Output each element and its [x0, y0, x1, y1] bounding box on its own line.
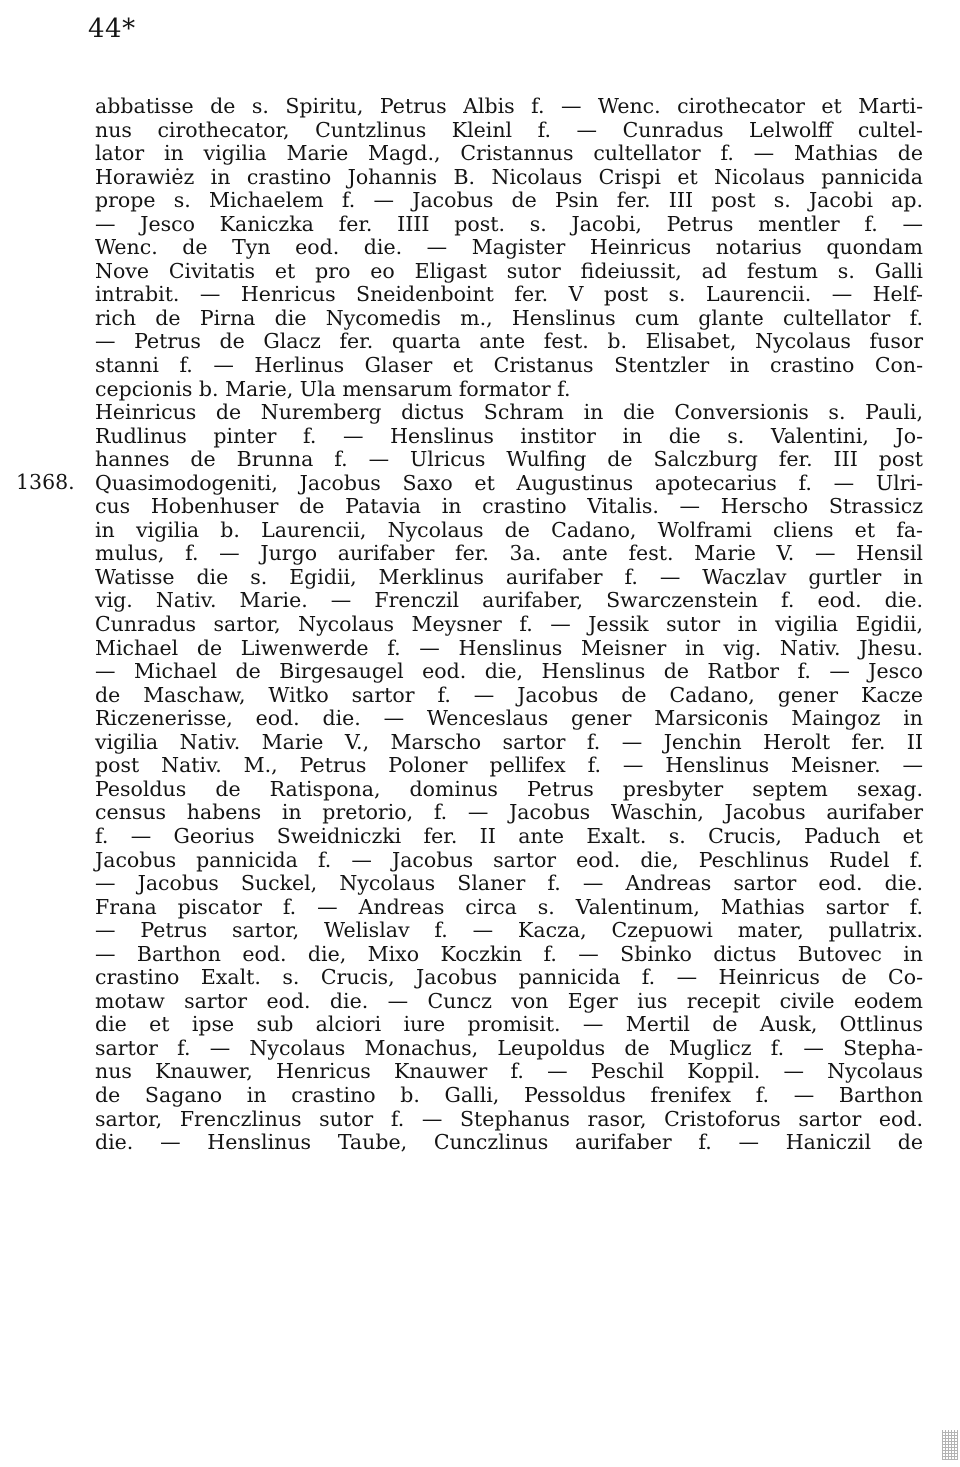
text-line: de Sagano in crastino b. Galli, Pessoldus frenifex f. — Barthon [95, 1082, 923, 1107]
text-line: — Barthon eod. die, Mixo Koczkin f. — Sbinko dictus Butovec in [95, 941, 923, 966]
text-line: Nove Civitatis et pro eo Eligast sutor fideiussit, ad festum s. Galli [95, 258, 923, 283]
text-line: Jacobus pannicida f. — Jacobus sartor eod. die, Peschlinus Rudel f. [95, 847, 923, 872]
text-line: — Michael de Birgesaugel eod. die, Henslinus de Ratbor f. — Jesco [95, 659, 923, 684]
text-line: prope s. Michaelem f. — Jacobus de Psin fer. III post s. Jacobi ap. [95, 188, 923, 213]
text-line: Horawiėz in crastino Johannis B. Nicolaus Crispi et Nicolaus pannicida [95, 164, 923, 189]
text-line: — Petrus de Glacz fer. quarta ante fest. b. Elisabet, Nycolaus fusor [95, 329, 923, 354]
text-line: intrabit. — Henricus Sneidenboint fer. V post s. Laurencii. — Helf- [95, 282, 923, 307]
text-line: Heinricus de Nuremberg dictus Schram in die Conversionis s. Pauli, [95, 400, 923, 425]
text-line: mulus, f. — Jurgo aurifaber fer. 3a. ante fest. Marie V. — Hensil [95, 541, 923, 566]
text-line: vig. Nativ. Marie. — Frenczil aurifaber, Swarczenstein f. eod. die. [95, 588, 923, 613]
text-line: — Petrus sartor, Welislav f. — Kacza, Czepuowi mater, pullatrix. [95, 918, 923, 943]
text-line: Rudlinus pinter f. — Henslinus institor in die s. Valentini, Jo- [95, 423, 923, 448]
text-line: post Nativ. M., Petrus Poloner pellifex f. — Henslinus Meisner. — [95, 753, 923, 778]
text-line: lator in vigilia Marie Magd., Cristannus cultellator f. — Mathias de [95, 141, 923, 166]
body-text [95, 95, 923, 1155]
text-line: Pesoldus de Ratispona, dominus Petrus presbyter septem sexag. [95, 776, 923, 801]
text-line: sartor, Frenczlinus sutor f. — Stephanus rasor, Cristoforus sartor eod. [95, 1106, 923, 1131]
text-line: hannes de Brunna f. — Ulricus Wulfing de Salczburg fer. III post [95, 447, 923, 472]
text-line: die et ipse sub alciori iure promisit. — Mertil de Ausk, Ottlinus [95, 1012, 923, 1037]
page-number: 44* [88, 14, 136, 44]
text-line: vigilia Nativ. Marie V., Marscho sartor f. — Jenchin Herolt fer. II [95, 729, 923, 754]
text-line: Michael de Liwenwerde f. — Henslinus Meisner in vig. Nativ. Jhesu. [95, 635, 923, 660]
text-line: Quasimodogeniti, Jacobus Saxo et Augustinus apotecarius f. — Ulri- [95, 470, 923, 495]
text-line: stanni f. — Herlinus Glaser et Cristanus Stentzler in crastino Con- [95, 353, 923, 378]
text-line: Watisse die s. Egidii, Merklinus aurifaber f. — Waczlav gurtler in [95, 564, 923, 589]
text-line: sartor f. — Nycolaus Monachus, Leupoldus de Muglicz f. — Stepha- [95, 1035, 923, 1060]
text-line: Riczenerisse, eod. die. — Wenceslaus gener Marsiconis Maingoz in [95, 706, 923, 731]
text-line: Wenc. de Tyn eod. die. — Magister Heinricus notarius quondam [95, 235, 923, 260]
text-line: nus cirothecator, Cuntzlinus Kleinl f. — Cunradus Lelwolff cultel- [95, 117, 923, 142]
text-line: motaw sartor eod. die. — Cuncz von Eger ius recepit civile eodem [95, 988, 923, 1013]
text-line: f. — Georius Sweidniczki fer. II ante Exalt. s. Crucis, Paduch et [95, 823, 923, 848]
text-line: Cunradus sartor, Nycolaus Meysner f. — Jessik sutor in vigilia Egidii, [95, 612, 923, 637]
text-line: rich de Pirna die Nycomedis m., Henslinus cum glante cultellator f. [95, 305, 923, 330]
text-line: — Jacobus Suckel, Nycolaus Slaner f. — Andreas sartor eod. die. [95, 871, 923, 896]
margin-year-note: 1368. [16, 470, 75, 494]
text-line: census habens in pretorio, f. — Jacobus Waschin, Jacobus aurifaber [95, 800, 923, 825]
text-line: — Jesco Kaniczka fer. IIII post. s. Jacobi, Petrus mentler f. — [95, 211, 923, 236]
text-line: abbatisse de s. Spiritu, Petrus Albis f. — Wenc. cirothecator et Marti- [95, 94, 923, 118]
text-line: Frana piscator f. — Andreas circa s. Valentinum, Mathias sartor f. [95, 894, 923, 919]
text-line: nus Knauwer, Henricus Knauwer f. — Peschil Koppil. — Nycolaus [95, 1059, 923, 1084]
text-line: cus Hobenhuser de Patavia in crastino Vitalis. — Herscho Strassicz [95, 494, 923, 519]
text-line: die. — Henslinus Taube, Cunczlinus aurifaber f. — Haniczil de [95, 1130, 923, 1155]
text-line: in vigilia b. Laurencii, Nycolaus de Cadano, Wolframi cliens et fa- [95, 517, 923, 542]
text-line: crastino Exalt. s. Crucis, Jacobus pannicida f. — Heinricus de Co- [95, 965, 923, 990]
text-line: cepcionis b. Marie, Ula mensarum formator f. [95, 376, 571, 401]
scan-artifact-mark [942, 1430, 958, 1460]
text-line: de Maschaw, Witko sartor f. — Jacobus de Cadano, gener Kacze [95, 682, 923, 707]
